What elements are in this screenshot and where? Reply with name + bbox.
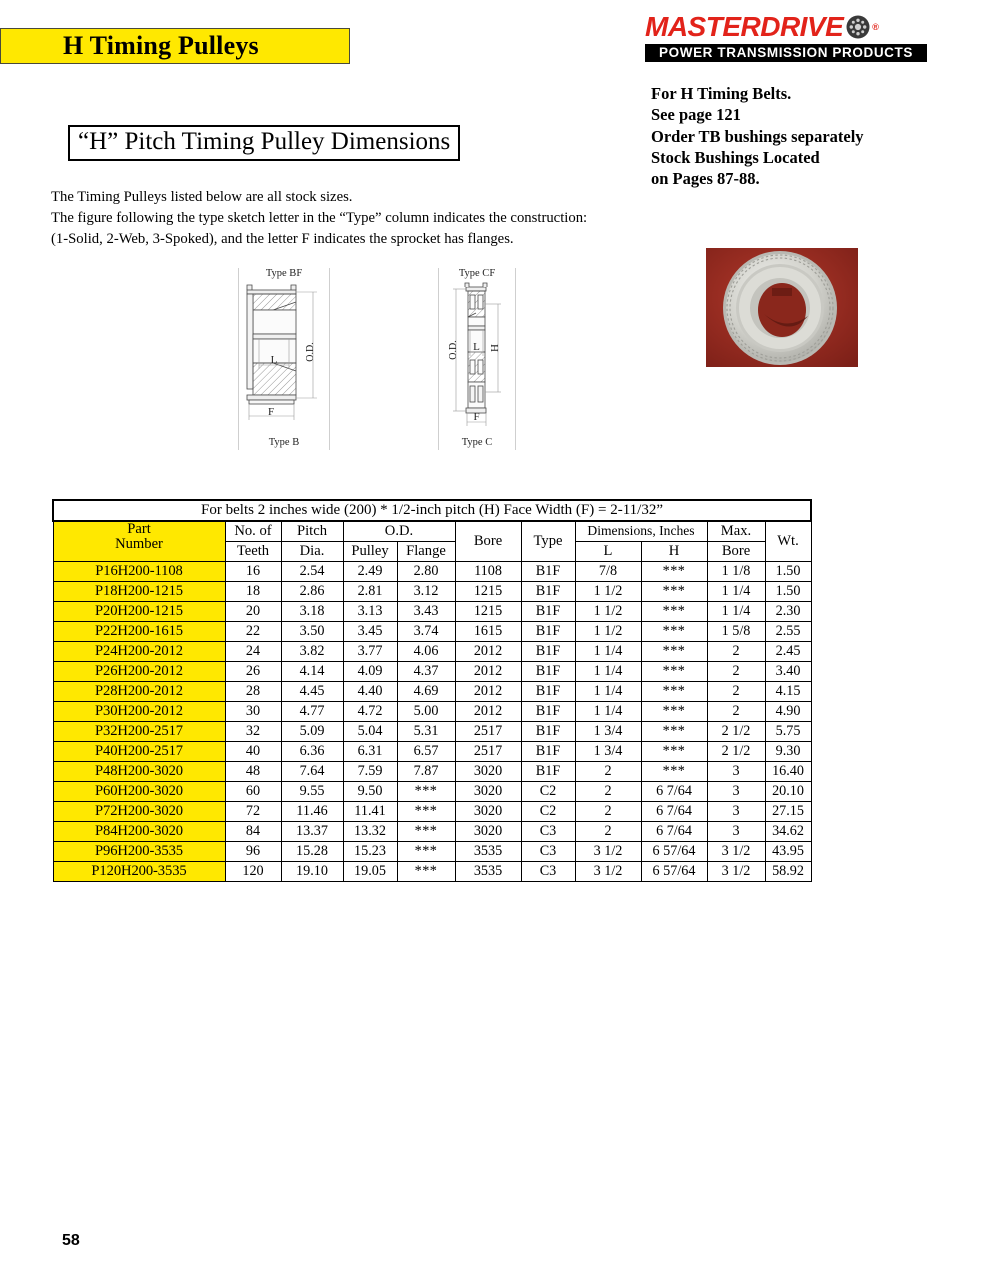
cell-bore: 1615 [455, 622, 521, 642]
cell-bore: 1215 [455, 602, 521, 622]
header-pitch-l2: Dia. [281, 542, 343, 562]
cell-h: *** [641, 622, 707, 642]
intro-text [51, 187, 671, 250]
type-bf-label-od: O.D. [305, 342, 316, 362]
cell-wt: 43.95 [765, 842, 811, 862]
cell-l: 1 3/4 [575, 742, 641, 762]
cell-od-flange: 6.57 [397, 742, 455, 762]
header-dim-h: H [641, 542, 707, 562]
cell-part-number: P84H200-3020 [53, 822, 225, 842]
table-body [53, 562, 811, 882]
table-header-row-1 [53, 521, 811, 542]
cell-type: B1F [521, 642, 575, 662]
brand-wordmark-row [645, 12, 935, 42]
table-row [53, 602, 811, 622]
cell-part-number: P24H200-2012 [53, 642, 225, 662]
type-cf-label-od: O.D. [448, 340, 459, 360]
cell-h: *** [641, 582, 707, 602]
cell-max-bore: 2 [707, 662, 765, 682]
cell-l: 1 1/2 [575, 622, 641, 642]
cell-pitch: 4.14 [281, 662, 343, 682]
type-cf-drawing [439, 268, 515, 450]
cell-od-flange: 3.12 [397, 582, 455, 602]
cell-h: *** [641, 762, 707, 782]
cell-l: 1 1/4 [575, 662, 641, 682]
cell-max-bore: 1 1/8 [707, 562, 765, 582]
belt-info-line-3: Order TB bushings separately [651, 126, 864, 146]
cell-part-number: P32H200-2517 [53, 722, 225, 742]
header-teeth-l2: Teeth [225, 542, 281, 562]
cell-part-number: P96H200-3535 [53, 842, 225, 862]
cell-part-number: P40H200-2517 [53, 742, 225, 762]
cell-bore: 2012 [455, 662, 521, 682]
cell-teeth: 60 [225, 782, 281, 802]
cell-pitch: 3.82 [281, 642, 343, 662]
cell-od-flange: 3.74 [397, 622, 455, 642]
cell-h: *** [641, 642, 707, 662]
cell-bore: 3020 [455, 802, 521, 822]
cell-pitch: 3.50 [281, 622, 343, 642]
cell-l: 2 [575, 822, 641, 842]
page-number: 58 [62, 1232, 80, 1249]
type-bf-label-f: F [267, 406, 275, 418]
cell-l: 1 1/4 [575, 642, 641, 662]
cell-pitch: 4.45 [281, 682, 343, 702]
cell-wt: 27.15 [765, 802, 811, 822]
cell-l: 1 3/4 [575, 722, 641, 742]
spec-table [52, 499, 808, 882]
cell-od-flange: *** [397, 782, 455, 802]
cell-od-pulley: 4.72 [343, 702, 397, 722]
intro-line-1: The Timing Pulleys listed below are all stock sizes. [51, 189, 353, 205]
cell-pitch: 13.37 [281, 822, 343, 842]
cell-part-number: P18H200-1215 [53, 582, 225, 602]
type-cf-caption-top: Type CF [458, 268, 496, 279]
cell-l: 2 [575, 782, 641, 802]
cell-max-bore: 3 [707, 782, 765, 802]
cell-teeth: 48 [225, 762, 281, 782]
cell-wt: 5.75 [765, 722, 811, 742]
cell-bore: 2012 [455, 642, 521, 662]
table-row [53, 802, 811, 822]
cell-od-pulley: 11.41 [343, 802, 397, 822]
cell-teeth: 84 [225, 822, 281, 842]
cell-od-flange: 7.87 [397, 762, 455, 782]
belt-info-line-4: Stock Bushings Located [651, 147, 820, 167]
cell-type: B1F [521, 702, 575, 722]
cell-teeth: 120 [225, 862, 281, 882]
cell-type: C2 [521, 802, 575, 822]
cell-type: C3 [521, 862, 575, 882]
cell-od-pulley: 3.13 [343, 602, 397, 622]
cell-od-flange: 5.00 [397, 702, 455, 722]
cell-teeth: 20 [225, 602, 281, 622]
cell-bore: 2012 [455, 702, 521, 722]
cell-pitch: 5.09 [281, 722, 343, 742]
cell-wt: 9.30 [765, 742, 811, 762]
cell-part-number: P48H200-3020 [53, 762, 225, 782]
header-part-number: Part Number [53, 521, 225, 562]
cell-pitch: 3.18 [281, 602, 343, 622]
cell-l: 3 1/2 [575, 842, 641, 862]
type-bf-diagram [238, 268, 330, 450]
cell-l: 1 1/4 [575, 702, 641, 722]
cell-h: 6 7/64 [641, 822, 707, 842]
cell-od-flange: 5.31 [397, 722, 455, 742]
header-dimensions: Dimensions, Inches [575, 521, 707, 542]
cell-wt: 1.50 [765, 562, 811, 582]
cell-od-flange: *** [397, 822, 455, 842]
cell-max-bore: 2 1/2 [707, 742, 765, 762]
cell-l: 2 [575, 762, 641, 782]
header-weight: Wt. [765, 521, 811, 562]
cell-l: 1 1/2 [575, 602, 641, 622]
table-row [53, 742, 811, 762]
cell-od-pulley: 5.04 [343, 722, 397, 742]
cell-od-pulley: 4.09 [343, 662, 397, 682]
type-bf-label-l: L [270, 354, 278, 366]
cell-pitch: 6.36 [281, 742, 343, 762]
cell-bore: 3020 [455, 782, 521, 802]
cell-wt: 2.45 [765, 642, 811, 662]
type-cf-label-h: H [489, 344, 501, 352]
cell-teeth: 72 [225, 802, 281, 822]
cell-part-number: P22H200-1615 [53, 622, 225, 642]
cell-teeth: 40 [225, 742, 281, 762]
brand-logo [645, 12, 935, 62]
cell-wt: 34.62 [765, 822, 811, 842]
cell-wt: 2.55 [765, 622, 811, 642]
cell-part-number: P30H200-2012 [53, 702, 225, 722]
cell-part-number: P72H200-3020 [53, 802, 225, 822]
header-od: O.D. [343, 521, 455, 542]
cell-l: 1 1/4 [575, 682, 641, 702]
cell-max-bore: 2 [707, 642, 765, 662]
cell-bore: 1108 [455, 562, 521, 582]
cell-h: *** [641, 662, 707, 682]
cell-teeth: 26 [225, 662, 281, 682]
section-heading: “H” Pitch Timing Pulley Dimensions [68, 125, 460, 161]
belt-info-line-2: See page 121 [651, 105, 741, 125]
cell-pitch: 2.86 [281, 582, 343, 602]
cell-teeth: 30 [225, 702, 281, 722]
cell-part-number: P120H200-3535 [53, 862, 225, 882]
cell-max-bore: 3 1/2 [707, 842, 765, 862]
page-title: H Timing Pulleys [63, 31, 259, 60]
cell-wt: 3.40 [765, 662, 811, 682]
cell-bore: 3020 [455, 822, 521, 842]
cell-wt: 1.50 [765, 582, 811, 602]
cell-wt: 2.30 [765, 602, 811, 622]
cell-max-bore: 2 1/2 [707, 722, 765, 742]
cell-h: 6 7/64 [641, 782, 707, 802]
cell-wt: 4.90 [765, 702, 811, 722]
cell-teeth: 96 [225, 842, 281, 862]
cell-part-number: P26H200-2012 [53, 662, 225, 682]
cell-pitch: 7.64 [281, 762, 343, 782]
table-row [53, 762, 811, 782]
cell-od-pulley: 2.49 [343, 562, 397, 582]
cell-teeth: 28 [225, 682, 281, 702]
cell-type: B1F [521, 742, 575, 762]
cell-type: B1F [521, 602, 575, 622]
header-bore: Bore [455, 521, 521, 562]
cell-h: 6 57/64 [641, 862, 707, 882]
cell-type: B1F [521, 682, 575, 702]
cell-type: B1F [521, 622, 575, 642]
cell-l: 2 [575, 802, 641, 822]
gear-icon [845, 14, 871, 40]
table-row [53, 862, 811, 882]
table-banner: For belts 2 inches wide (200) * 1/2-inch pitch (H) Face Width (F) = 2-11/32” [53, 500, 811, 521]
header-teeth-l1: No. of [225, 521, 281, 542]
cell-h: *** [641, 742, 707, 762]
cell-od-flange: 2.80 [397, 562, 455, 582]
type-bf-caption-top: Type BF [265, 268, 303, 279]
header-od-pulley: Pulley [343, 542, 397, 562]
cell-l: 7/8 [575, 562, 641, 582]
cell-type: C3 [521, 822, 575, 842]
cell-type: B1F [521, 582, 575, 602]
cell-teeth: 16 [225, 562, 281, 582]
cell-max-bore: 3 [707, 762, 765, 782]
belt-info-line-1: For H Timing Belts. [651, 84, 792, 103]
type-cf-label-f: F [473, 411, 480, 423]
table-row [53, 842, 811, 862]
cell-part-number: P60H200-3020 [53, 782, 225, 802]
table-row [53, 662, 811, 682]
cell-max-bore: 2 [707, 702, 765, 722]
product-photo [706, 248, 858, 367]
cell-od-flange: *** [397, 842, 455, 862]
cell-wt: 58.92 [765, 862, 811, 882]
brand-wordmark-text: MASTERDRIVE [645, 11, 844, 42]
table-row [53, 722, 811, 742]
page-title-banner [0, 28, 350, 64]
cell-od-flange: 4.69 [397, 682, 455, 702]
cell-type: B1F [521, 762, 575, 782]
intro-line-3: (1-Solid, 2-Web, 3-Spoked), and the letter F indicates the sprocket has flanges. [51, 230, 514, 247]
cell-od-flange: 4.37 [397, 662, 455, 682]
cell-od-pulley: 15.23 [343, 842, 397, 862]
table-banner-row [53, 500, 811, 521]
cell-bore: 3020 [455, 762, 521, 782]
cell-h: *** [641, 602, 707, 622]
cell-od-pulley: 13.32 [343, 822, 397, 842]
cell-max-bore: 1 5/8 [707, 622, 765, 642]
cell-od-flange: *** [397, 802, 455, 822]
belt-info-block [651, 83, 864, 189]
type-cf-label-l: L [473, 341, 480, 353]
header-max-bore-l1: Max. [707, 521, 765, 542]
cell-h: *** [641, 562, 707, 582]
table-row [53, 822, 811, 842]
type-bf-drawing [239, 268, 329, 450]
cell-max-bore: 3 [707, 802, 765, 822]
table-row [53, 622, 811, 642]
table-row [53, 642, 811, 662]
cell-type: B1F [521, 662, 575, 682]
cell-l: 3 1/2 [575, 862, 641, 882]
header-od-flange: Flange [397, 542, 455, 562]
cell-pitch: 11.46 [281, 802, 343, 822]
cell-max-bore: 3 1/2 [707, 862, 765, 882]
cell-od-pulley: 7.59 [343, 762, 397, 782]
cell-part-number: P16H200-1108 [53, 562, 225, 582]
cell-h: 6 57/64 [641, 842, 707, 862]
cell-od-pulley: 9.50 [343, 782, 397, 802]
cell-pitch: 4.77 [281, 702, 343, 722]
cell-bore: 2012 [455, 682, 521, 702]
cell-od-pulley: 3.45 [343, 622, 397, 642]
cell-bore: 3535 [455, 862, 521, 882]
type-bf-caption-bottom: Type B [268, 437, 300, 448]
table-row [53, 562, 811, 582]
cell-part-number: P20H200-1215 [53, 602, 225, 622]
cell-od-pulley: 4.40 [343, 682, 397, 702]
cell-type: B1F [521, 722, 575, 742]
cell-h: *** [641, 722, 707, 742]
cell-type: C2 [521, 782, 575, 802]
cell-wt: 16.40 [765, 762, 811, 782]
cell-od-flange: *** [397, 862, 455, 882]
cell-wt: 4.15 [765, 682, 811, 702]
header-max-bore-l2: Bore [707, 542, 765, 562]
type-cf-diagram [438, 268, 516, 450]
table-row [53, 582, 811, 602]
cell-teeth: 22 [225, 622, 281, 642]
registered-mark-icon: ® [872, 21, 879, 32]
cell-od-pulley: 6.31 [343, 742, 397, 762]
cell-max-bore: 1 1/4 [707, 602, 765, 622]
intro-line-2: The figure following the type sketch letter in the “Type” column indicates the construction: [51, 209, 588, 226]
type-cf-caption-bottom: Type C [461, 437, 493, 448]
cell-teeth: 32 [225, 722, 281, 742]
cell-max-bore: 3 [707, 822, 765, 842]
cell-pitch: 9.55 [281, 782, 343, 802]
cell-bore: 2517 [455, 722, 521, 742]
cell-od-flange: 3.43 [397, 602, 455, 622]
cell-bore: 3535 [455, 842, 521, 862]
cell-type: C3 [521, 842, 575, 862]
cell-pitch: 19.10 [281, 862, 343, 882]
cell-max-bore: 2 [707, 682, 765, 702]
cell-od-pulley: 3.77 [343, 642, 397, 662]
table-row [53, 702, 811, 722]
cell-max-bore: 1 1/4 [707, 582, 765, 602]
cell-l: 1 1/2 [575, 582, 641, 602]
cell-bore: 2517 [455, 742, 521, 762]
cell-h: 6 7/64 [641, 802, 707, 822]
cell-od-pulley: 19.05 [343, 862, 397, 882]
cell-h: *** [641, 682, 707, 702]
header-pitch-l1: Pitch [281, 521, 343, 542]
cell-od-pulley: 2.81 [343, 582, 397, 602]
table-row [53, 782, 811, 802]
cell-type: B1F [521, 562, 575, 582]
belt-info-line-5: on Pages 87-88. [651, 169, 760, 189]
cell-teeth: 18 [225, 582, 281, 602]
table-row [53, 682, 811, 702]
cell-pitch: 2.54 [281, 562, 343, 582]
cell-wt: 20.10 [765, 782, 811, 802]
cell-pitch: 15.28 [281, 842, 343, 862]
cell-teeth: 24 [225, 642, 281, 662]
cell-part-number: P28H200-2012 [53, 682, 225, 702]
header-type: Type [521, 521, 575, 562]
cell-od-flange: 4.06 [397, 642, 455, 662]
brand-tagline: POWER TRANSMISSION PRODUCTS [645, 44, 927, 62]
header-dim-l: L [575, 542, 641, 562]
cell-h: *** [641, 702, 707, 722]
cell-bore: 1215 [455, 582, 521, 602]
